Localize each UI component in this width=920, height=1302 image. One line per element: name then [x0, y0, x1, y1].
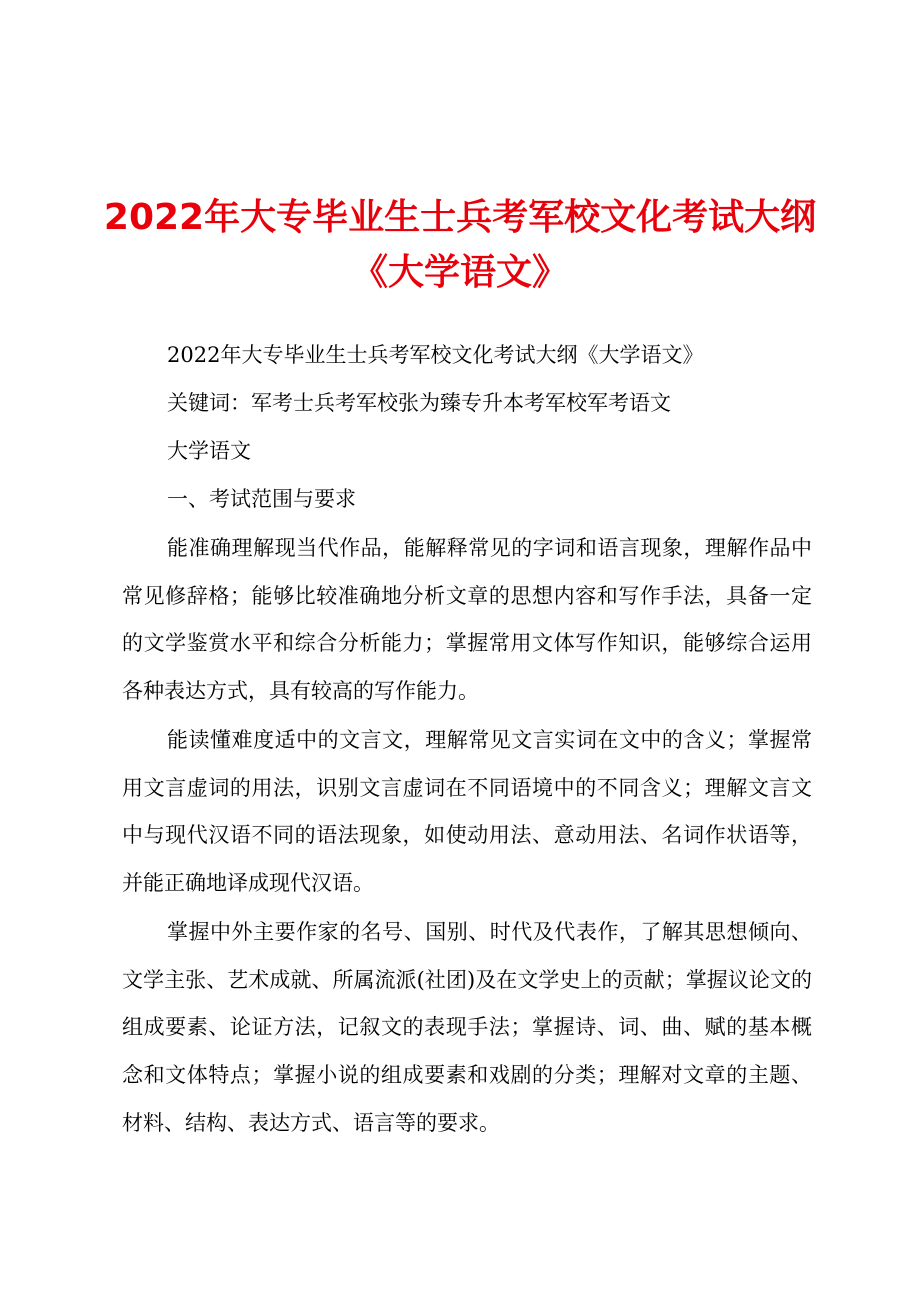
body-paragraph: 能准确理解现当代作品，能解释常见的字词和语言现象，理解作品中常见修辞格；能够比较准确地分析文章的思想内容和写作手法，具备一定的文学鉴赏水平和综合分析能力；掌握常用文体写作知识，能够综合运用各种表达方式，具有较高的写作能力。: [122, 536, 812, 704]
document-title-line-1: 2022年大专毕业生士兵考军校文化考试大纲: [103, 197, 817, 238]
document-title-line-2: 《大学语文》: [351, 252, 568, 293]
section-heading: 一、考试范围与要求: [167, 487, 356, 511]
body-paragraph: 掌握中外主要作家的名号、国别、时代及代表作，了解其思想倾向、文学主张、艺术成就、所属流派(社团)及在文学史上的贡献；掌握议论文的组成要素、论证方法，记叙文的表现手法；掌握诗、词、曲、赋的基本概念和文体特点；掌握小说的组成要素和戏剧的分类；理解对文章的主题、材料、结构、表达方式、语言等的要求。: [122, 920, 812, 1135]
subject-label: 大学语文: [167, 439, 251, 463]
document-subtitle: 2022年大专毕业生士兵考军校文化考试大纲《大学语文》: [167, 343, 704, 367]
body-paragraph: 能读懂难度适中的文言文，理解常见文言实词在文中的含义；掌握常用文言虚词的用法，识别文言虚词在不同语境中的不同含义；理解文言文中与现代汉语不同的语法现象，如使动用法、意动用法、名词作状语等，并能正确地译成现代汉语。: [122, 728, 812, 896]
keywords-line: 关键词：军考士兵考军校张为臻专升本考军校军考语文: [167, 391, 671, 415]
